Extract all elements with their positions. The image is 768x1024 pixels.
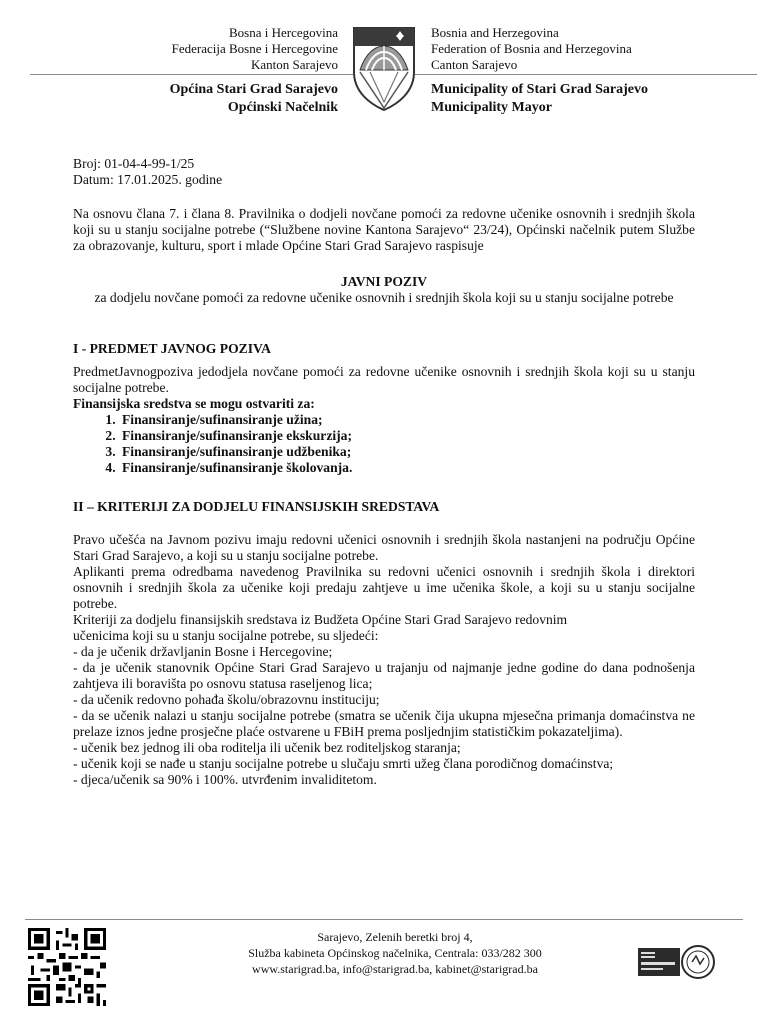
section-2-paragraph-2: Aplikanti prema odredbama navedenog Pravilnika su redovni učenici osnovnih i srednjih škola i direktori osnovnih i srednjih škola za učenike koji predaju zahtjeve u ime učenika škole, a koji su u stanju socijalne potrebe.: [73, 564, 695, 611]
section-2-paragraph-3-line-1: Kriteriji za dodjelu finansijskih sredstava iz Budžeta Općine Stari Grad Sarajevo redovnim: [73, 612, 568, 627]
section-2-paragraph-3-line-2: učenicima koji su u stanju socijalne potrebe, su sljedeći:: [73, 628, 379, 643]
header-left-institution: [172, 25, 338, 73]
header-left-line: Bosna i Hercegovina: [228, 25, 338, 40]
section-1-text: PredmetJavnogpoziva jedodjela novčane pomoći za redovne učenike osnovnih i srednjih škola koji su u stanju socijalne potrebe.: [73, 364, 695, 395]
header-left-bold-line: Općinski Načelnik: [227, 100, 338, 115]
footer-phone: Služba kabineta Općinskog načelnika, Centrala: 033/282 300: [248, 946, 542, 960]
section-2-paragraph-1: Pravo učešća na Javnom pozivu imaju redovni učenici osnovnih i srednjih škola nastanjeni na području Općine Stari Grad Sarajevo, a koji su u stanju socijalne potrebe.: [73, 532, 695, 563]
section-2-heading: II – KRITERIJI ZA DODJELU FINANSIJSKIH SREDSTAVA: [73, 499, 440, 514]
qr-code-icon: [28, 928, 106, 1006]
funds-intro: Finansijska sredstva se mogu ostvariti za:: [73, 396, 315, 411]
header-left-line: Federacija Bosne i Hercegovine: [171, 41, 338, 56]
header-right-line: Bosnia and Herzegovina: [431, 25, 559, 40]
header-right-bold-line: Municipality of Stari Grad Sarajevo: [431, 82, 648, 97]
footer-address: Sarajevo, Zelenih beretki broj 4,: [317, 930, 473, 944]
criteria-item: - da je učenik stanovnik Općine Stari Grad Sarajevo u trajanju od najmanje jedne godine do dana podnošenja zahtjeva ili boravišta po osnovu statusa raseljenog lica;: [73, 660, 695, 691]
section-1-heading: I - PREDMET JAVNOG POZIVA: [73, 341, 271, 356]
section-2-body: [73, 532, 695, 788]
header-left-line: Kanton Sarajevo: [250, 57, 338, 72]
criteria-item: - učenik koji se nađe u stanju socijalne potrebe u slučaju smrti užeg člana porodičnog domaćinstva;: [73, 756, 614, 771]
funds-list: [73, 412, 695, 476]
list-item: 3. Finansiranje/sufinansiranje udžbenika;: [119, 444, 695, 460]
intro-paragraph: Na osnovu člana 7. i člana 8. Pravilnika o dodjeli novčane pomoći za redovne učenike osnovnih i srednjih škola koji su u stanju socijalne potrebe (“Službene novine Kantona Sarajevo“ 23/24), Općinski načelnik putem Službe za obrazovanje, kulturu, sport i mlade Općine Stari Grad Sarajevo raspisuje: [73, 206, 695, 253]
document-title: JAVNI POZIV: [340, 274, 428, 289]
footer-divider: [25, 919, 743, 920]
criteria-item: - djeca/učenik sa 90% i 100%. utvrđenim invaliditetom.: [73, 772, 377, 787]
reference-block: [73, 156, 695, 188]
header-right-institution: [431, 25, 632, 73]
header-left-bold-line: Općina Stari Grad Sarajevo: [169, 82, 338, 97]
header-right-line: Federation of Bosnia and Herzegovina: [431, 41, 632, 56]
list-item: 2. Finansiranje/sufinansiranje ekskurzija;: [119, 428, 695, 444]
list-item: 1. Finansiranje/sufinansiranje užina;: [119, 412, 695, 428]
section-1-body: [73, 364, 695, 476]
document-date: Datum: 17.01.2025. godine: [73, 172, 223, 187]
header-right-line: Canton Sarajevo: [431, 57, 518, 72]
reference-number: Broj: 01-04-4-99-1/25: [73, 156, 195, 171]
header-left-municipality: [170, 81, 338, 117]
certification-logo-icon: [638, 942, 716, 982]
footer-contact: [180, 929, 610, 977]
municipality-crest-icon: [350, 26, 418, 112]
criteria-item: - da se učenik nalazi u stanju socijalne potrebe (smatra se učenik čija ukupna mjesečna primanja domaćinstva ne prelaze iznos jedne prosječne plaće ostvarene u FBiH prema posljednjim statističkim pokazateljima).: [73, 708, 695, 739]
criteria-item: - učenik bez jednog ili oba roditelja ili učenik bez roditeljskog staranja;: [73, 740, 461, 755]
header-right-municipality: [431, 81, 648, 117]
criteria-item: - da je učenik državljanin Bosne i Hercegovine;: [73, 644, 333, 659]
criteria-item: - da učenik redovno pohađa školu/obrazovnu instituciju;: [73, 692, 380, 707]
header-right-bold-line: Municipality Mayor: [431, 100, 552, 115]
list-item: 4. Finansiranje/sufinansiranje školovanja.: [119, 460, 695, 476]
footer-web: www.starigrad.ba, info@starigrad.ba, kabinet@starigrad.ba: [252, 962, 538, 976]
document-subtitle: za dodjelu novčane pomoći za redovne učenike osnovnih i srednjih škola koji su u stanju socijalne potrebe: [94, 290, 674, 305]
